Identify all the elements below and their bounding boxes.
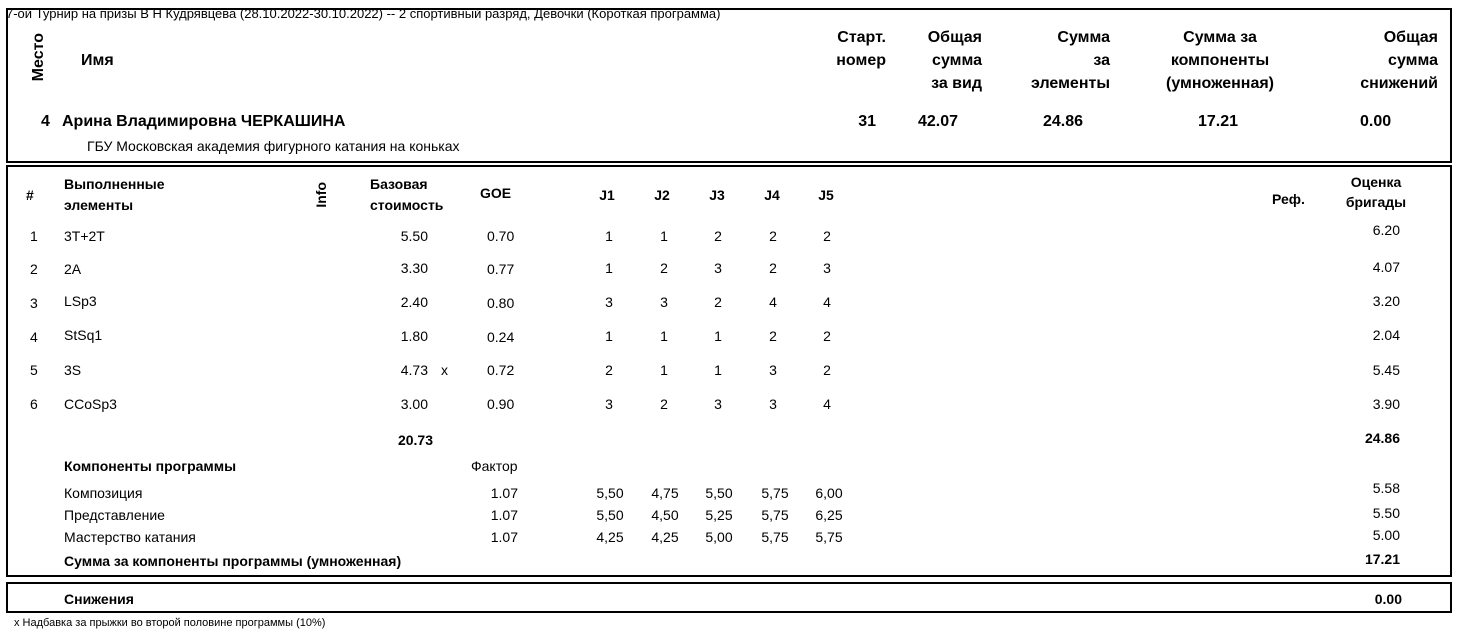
row-goe: 0.80 — [487, 295, 515, 311]
component-row — [0, 529, 1464, 549]
component-row — [0, 507, 1464, 527]
elements-score-header-line3: элементы — [1031, 75, 1110, 92]
row-base: 2.40 — [400, 294, 428, 310]
table-row — [0, 329, 1464, 349]
row-j5: 3 — [823, 260, 831, 276]
components-total: 17.21 — [1364, 551, 1400, 567]
start-number-header — [800, 26, 886, 72]
element-header — [64, 174, 165, 216]
base-value-total: 20.73 — [397, 432, 433, 448]
row-goe: 0.77 — [487, 261, 515, 277]
event-title: 7-ой Турнир на призы В Н Кудрявцева (28.10.2022-30.10.2022) -- 2 спортивный разряд, Девочки (Короткая программа) — [6, 6, 721, 21]
row-goe: 0.72 — [487, 362, 515, 378]
table-row — [0, 222, 1464, 248]
row-j2: 1 — [660, 228, 668, 244]
component-j2: 4,25 — [651, 529, 679, 545]
component-score: 5.50 — [1372, 505, 1400, 521]
component-j3: 5,25 — [705, 507, 733, 523]
elements-score-header-line1: Сумма — [1057, 29, 1110, 46]
base-value-header-line2: стоимость — [370, 197, 444, 213]
row-j1: 1 — [605, 328, 613, 344]
row-element: LSp3 — [64, 293, 97, 309]
row-j3: 2 — [714, 294, 722, 310]
component-j4: 5,75 — [761, 485, 789, 501]
row-j5: 4 — [823, 396, 831, 412]
row-j5: 2 — [823, 228, 831, 244]
row-j2: 2 — [660, 260, 668, 276]
row-base: 4.73 — [400, 362, 428, 378]
deductions-header-line2: сумма — [1388, 52, 1438, 69]
component-j1: 5,50 — [596, 485, 624, 501]
referee-header: Реф. — [1272, 191, 1305, 207]
total-score-header-line1: Общая — [927, 29, 982, 46]
row-num: 2 — [30, 261, 38, 277]
skater-club: ГБУ Московская академия фигурного катания на коньках — [87, 138, 460, 154]
table-row — [0, 295, 1464, 315]
row-j4: 2 — [769, 328, 777, 344]
component-j5: 6,00 — [815, 485, 843, 501]
row-j3: 1 — [714, 362, 722, 378]
table-row — [0, 396, 1464, 416]
component-score: 5.00 — [1372, 527, 1400, 543]
component-j3: 5,50 — [705, 485, 733, 501]
component-j1: 5,50 — [596, 507, 624, 523]
row-j2: 1 — [660, 362, 668, 378]
row-score: 6.20 — [1372, 222, 1400, 238]
row-j3: 1 — [714, 328, 722, 344]
component-j2: 4,50 — [651, 507, 679, 523]
row-score: 5.45 — [1372, 362, 1400, 378]
row-j4: 3 — [769, 396, 777, 412]
total-score-header-line2: сумма — [932, 52, 982, 69]
elements-score: 24.86 — [1043, 113, 1084, 130]
row-base: 5.50 — [400, 228, 428, 244]
factor-header: Фактор — [471, 458, 518, 474]
table-row — [0, 362, 1464, 382]
deductions-label: Снижения — [64, 591, 134, 607]
row-j1: 3 — [605, 294, 613, 310]
total-score-header — [890, 26, 982, 95]
row-goe: 0.70 — [487, 228, 515, 244]
place-header: Место — [30, 33, 47, 82]
row-num: 6 — [30, 396, 38, 412]
row-j3: 2 — [714, 228, 722, 244]
name-header: Имя — [81, 52, 114, 69]
component-name: Композиция — [64, 485, 143, 501]
row-goe: 0.24 — [487, 329, 515, 345]
row-element: 3T+2T — [64, 228, 105, 244]
row-base: 3.30 — [400, 260, 428, 276]
row-j5: 2 — [823, 362, 831, 378]
element-header-line2: элементы — [64, 197, 134, 213]
row-score: 2.04 — [1372, 327, 1400, 343]
row-j4: 2 — [769, 260, 777, 276]
component-j1: 4,25 — [596, 529, 624, 545]
start-number-header-line1: Старт. — [837, 29, 886, 46]
deductions-box — [6, 582, 1452, 613]
row-j5: 4 — [823, 294, 831, 310]
component-name: Мастерство катания — [64, 529, 196, 545]
row-score: 3.20 — [1372, 293, 1400, 309]
row-j2: 3 — [660, 294, 668, 310]
total-score-header-line3: за вид — [931, 75, 982, 92]
component-score: 5.58 — [1372, 480, 1400, 496]
component-j2: 4,75 — [651, 485, 679, 501]
row-j4: 2 — [769, 228, 777, 244]
row-j3: 3 — [714, 260, 722, 276]
deductions-score: 0.00 — [1360, 113, 1392, 130]
start-number: 31 — [858, 113, 876, 130]
row-element: 3S — [64, 362, 82, 378]
row-goe: 0.90 — [487, 396, 515, 412]
row-j1: 1 — [605, 260, 613, 276]
row-base: 3.00 — [400, 396, 428, 412]
info-header: Info — [313, 182, 329, 208]
judge-4-header: J4 — [764, 187, 780, 203]
component-j5: 5,75 — [815, 529, 843, 545]
row-base: 1.80 — [400, 328, 428, 344]
components-score-header-line2: компоненты — [1170, 52, 1270, 69]
components-score-header-line3: (умноженная) — [1166, 75, 1274, 92]
elements-score-total: 24.86 — [1364, 430, 1400, 446]
panel-score-header — [1335, 172, 1417, 212]
judge-2-header: J2 — [654, 187, 670, 203]
deductions-header — [1310, 26, 1438, 95]
footnote: x Надбавка за прыжки во второй половине программы (10%) — [14, 617, 326, 629]
row-num: 5 — [30, 362, 38, 378]
row-info: x — [441, 362, 448, 378]
table-row — [0, 261, 1464, 281]
element-header-line1: Выполненные — [64, 176, 165, 192]
judge-3-header: J3 — [709, 187, 725, 203]
row-j3: 3 — [714, 396, 722, 412]
row-j2: 2 — [660, 396, 668, 412]
row-element: StSq1 — [64, 327, 103, 343]
row-j1: 2 — [605, 362, 613, 378]
deductions-header-line1: Общая — [1383, 29, 1438, 46]
base-value-header — [370, 174, 443, 216]
component-factor: 1.07 — [490, 485, 518, 501]
skater-name: Арина Владимировна ЧЕРКАШИНА — [62, 113, 346, 130]
skater-place: 4 — [41, 113, 50, 130]
row-j5: 2 — [823, 328, 831, 344]
component-j5: 6,25 — [815, 507, 843, 523]
components-score: 17.21 — [1198, 113, 1239, 130]
elements-score-header-line2: за — [1093, 52, 1110, 69]
row-num: 1 — [30, 228, 38, 244]
components-title: Компоненты программы — [64, 458, 237, 474]
judge-5-header: J5 — [818, 187, 834, 203]
components-score-header-line1: Сумма за — [1183, 29, 1257, 46]
judge-1-header: J1 — [599, 187, 615, 203]
component-name: Представление — [64, 507, 165, 523]
start-number-header-line2: номер — [836, 52, 886, 69]
component-j4: 5,75 — [761, 507, 789, 523]
row-score: 4.07 — [1372, 259, 1400, 275]
components-total-label: Сумма за компоненты программы (умноженная) — [64, 553, 402, 569]
elements-score-header — [1010, 26, 1110, 95]
num-header: # — [26, 187, 34, 203]
component-factor: 1.07 — [490, 507, 518, 523]
row-element: CCoSp3 — [64, 396, 117, 412]
panel-score-header-line1: Оценка — [1350, 174, 1402, 190]
panel-score-header-line2: бригады — [1345, 194, 1407, 210]
row-j2: 1 — [660, 328, 668, 344]
row-j1: 1 — [605, 228, 613, 244]
base-value-header-line1: Базовая — [370, 176, 428, 192]
component-factor: 1.07 — [490, 529, 518, 545]
row-element: 2A — [64, 261, 82, 277]
row-j4: 3 — [769, 362, 777, 378]
row-num: 3 — [30, 295, 38, 311]
component-j4: 5,75 — [761, 529, 789, 545]
row-j1: 3 — [605, 396, 613, 412]
component-row — [0, 480, 1464, 505]
deductions-header-line3: снижений — [1360, 75, 1438, 92]
goe-header: GOE — [480, 185, 512, 201]
row-score: 3.90 — [1372, 396, 1400, 412]
deductions-value: 0.00 — [1374, 591, 1402, 607]
component-j3: 5,00 — [705, 529, 733, 545]
row-num: 4 — [30, 329, 38, 345]
row-j4: 4 — [769, 294, 777, 310]
total-score: 42.07 — [918, 113, 959, 130]
components-score-header — [1150, 26, 1290, 95]
